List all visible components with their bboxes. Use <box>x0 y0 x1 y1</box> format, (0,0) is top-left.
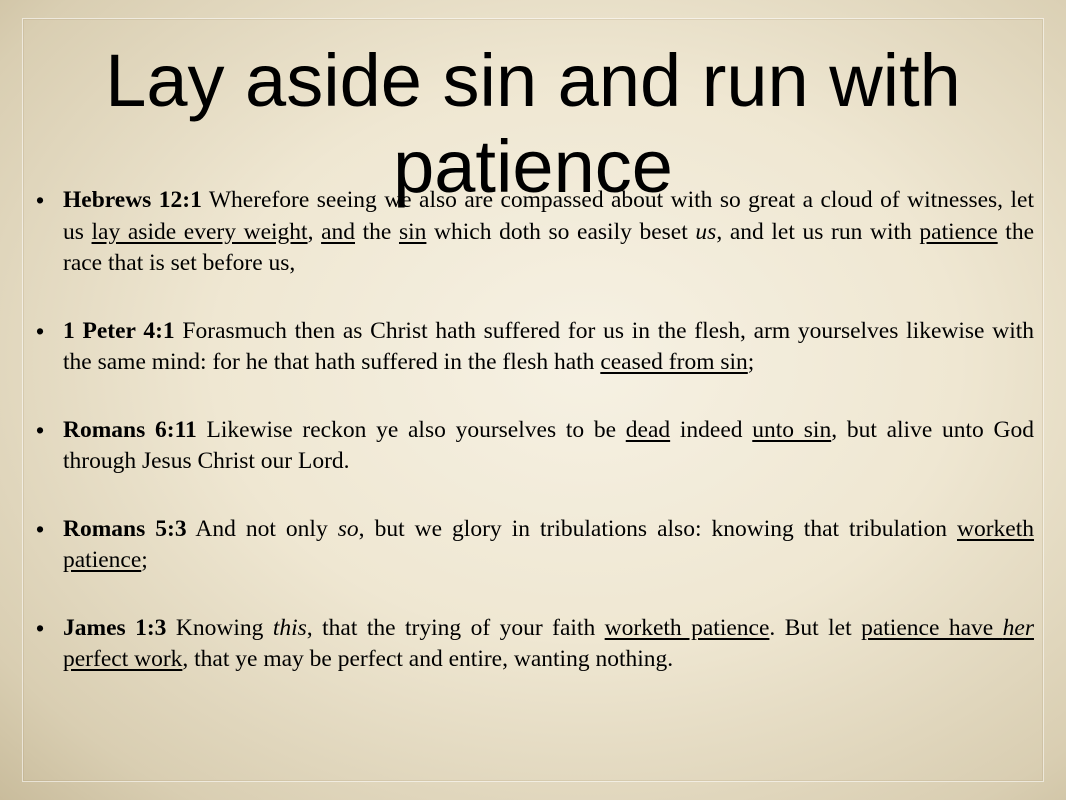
verse-text <box>63 615 1034 673</box>
verse-text-segment: which doth so easily beset <box>426 218 696 245</box>
verse-text <box>63 417 1034 475</box>
underlined-text: dead <box>625 416 671 443</box>
verse-text-segment: this <box>272 614 307 641</box>
underlined-text: patience <box>919 218 998 245</box>
underlined-text: sin <box>398 218 427 245</box>
verse-text <box>63 516 1034 574</box>
verse-text-segment: indeed <box>670 416 753 443</box>
verse-reference: Hebrews 12:1 <box>63 187 202 213</box>
verse-text-segment: so <box>337 515 359 542</box>
underlined-text: and <box>321 218 356 245</box>
verse-text-segment: Knowing <box>166 614 273 641</box>
verse-text-segment: , but alive unto God through Jesus Christ our Lord. <box>63 416 1034 474</box>
verse-item <box>36 613 1034 676</box>
verse-text-segment: , and let us run with <box>716 218 920 245</box>
verse-reference: Romans 6:11 <box>63 416 197 443</box>
underlined-text: worketh patience <box>63 515 1035 573</box>
verse-text-segment: , that the trying of your faith <box>306 614 605 641</box>
verse-text-segment: , that ye may be perfect and entire, wanting nothing. <box>182 646 674 672</box>
verse-item <box>36 185 1034 280</box>
verse-text-segment: And not only <box>186 515 338 542</box>
verse-text <box>63 318 1034 376</box>
verse-list <box>36 185 1034 712</box>
underlined-text: perfect work <box>63 646 183 672</box>
verse-item <box>36 415 1034 478</box>
verse-text-segment: Wherefore seeing we also are compassed about with so great a cloud of witnesses, let us <box>63 187 1034 245</box>
verse-text-segment: the <box>355 218 399 245</box>
verse-text-segment: Likewise reckon ye also yourselves to be <box>196 416 626 443</box>
verse-text-segment: ; <box>747 349 755 375</box>
slide-title: Lay aside sin and run with patience <box>105 39 961 208</box>
underlined-text: worketh patience <box>604 614 770 641</box>
verse-text-segment: the race that is set before us, <box>63 218 1035 276</box>
verse-text-segment: ; <box>141 547 148 573</box>
verse-text-segment: us <box>695 218 717 245</box>
underlined-text: her <box>1002 614 1034 641</box>
verse-text-segment: Forasmuch then as Christ hath suffered for us in the flesh, arm yourselves likewise with the same mind: for he that hath suffered in the flesh hath <box>63 317 1034 375</box>
verse-item <box>36 514 1034 577</box>
verse-item <box>36 316 1034 379</box>
verse-text-segment: . But let <box>769 614 862 641</box>
underlined-text: unto sin <box>752 416 832 443</box>
verse-text <box>63 187 1034 276</box>
underlined-text: patience have <box>861 614 1003 641</box>
verse-text-segment: , <box>307 218 322 245</box>
verse-reference: 1 Peter 4:1 <box>63 317 175 344</box>
underlined-text: lay aside every weight <box>91 218 308 245</box>
verse-reference: Romans 5:3 <box>63 515 187 542</box>
verse-reference: James 1:3 <box>63 614 167 641</box>
verse-text-segment: , but we glory in tribulations also: knowing that tribulation <box>358 515 957 542</box>
underlined-text: ceased from sin <box>600 349 748 375</box>
